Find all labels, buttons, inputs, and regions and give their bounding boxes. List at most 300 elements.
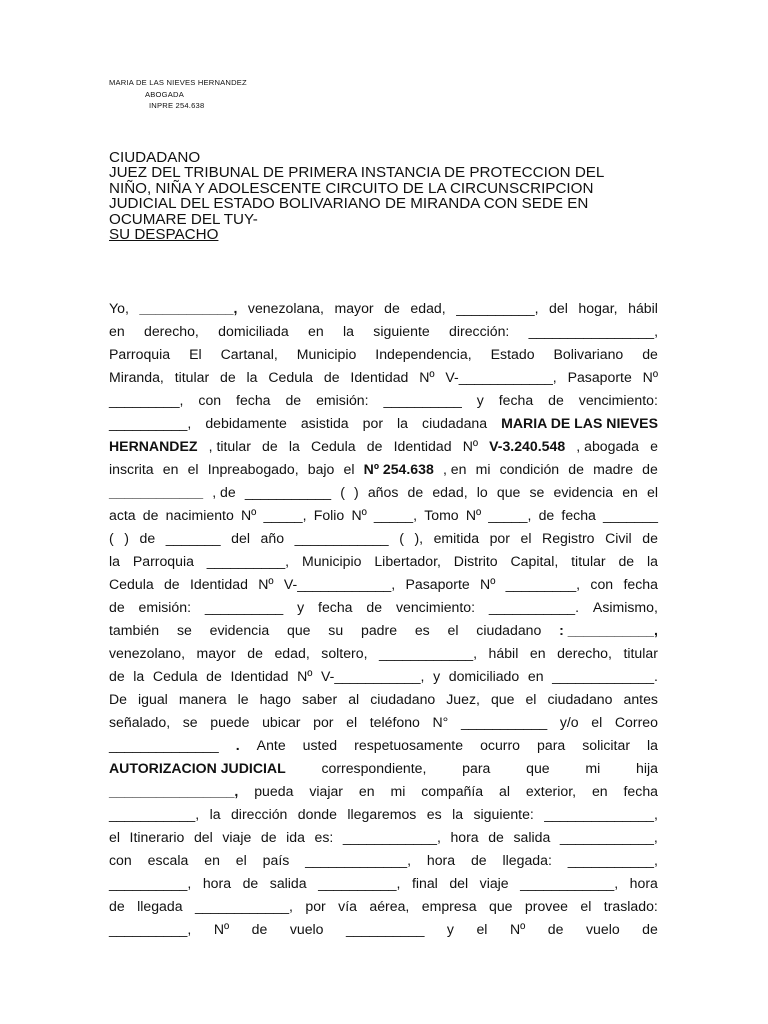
body-word: Itinerario xyxy=(129,829,185,845)
body-word: __________, xyxy=(109,921,192,937)
body-word: llegaremos xyxy=(347,806,417,822)
body-line xyxy=(109,343,658,366)
body-word: asistida xyxy=(300,415,349,431)
body-word: que xyxy=(286,622,311,638)
body-line xyxy=(109,688,658,711)
body-word: para xyxy=(462,760,491,776)
body-line xyxy=(109,895,658,918)
body-word: ____________, xyxy=(520,875,619,891)
body-word: Identidad xyxy=(393,438,452,454)
body-word: Estado xyxy=(490,346,535,362)
letterhead xyxy=(109,77,247,112)
body-word: edad, xyxy=(410,300,446,316)
body-word: __________, xyxy=(109,875,192,891)
body-word: del xyxy=(449,875,469,891)
body-word: de xyxy=(642,530,658,546)
body-word: venezolana, xyxy=(247,300,324,316)
body-word: la xyxy=(109,553,120,569)
body-word: domiciliada xyxy=(218,323,289,339)
body-word: la xyxy=(397,415,409,431)
addressee-line: OCUMARE DEL TUY- xyxy=(109,210,258,228)
body-word: Ante xyxy=(256,737,286,753)
body-line xyxy=(109,389,658,412)
body-word: , abogada xyxy=(576,438,639,454)
body-line xyxy=(109,642,658,665)
body-word: hábil xyxy=(628,300,658,316)
body-word: madre xyxy=(593,461,634,477)
body-word: hogar, xyxy=(578,300,618,316)
body-line xyxy=(109,849,658,872)
body-word: la xyxy=(288,438,300,454)
body-word: Bolivariano xyxy=(553,346,624,362)
body-word: V-3.240.548 xyxy=(489,438,566,454)
body-word: ______________, xyxy=(544,806,658,822)
body-word: de xyxy=(547,921,564,937)
body-word: __________, xyxy=(206,553,290,569)
body-word: la xyxy=(647,737,658,753)
body-word: bajo xyxy=(307,461,335,477)
body-word: Municipio xyxy=(296,346,357,362)
body-word: Nº xyxy=(462,438,479,454)
body-word: Nº xyxy=(419,369,435,385)
body-word: Miranda, xyxy=(109,369,164,385)
body-word: vencimiento: xyxy=(578,392,658,408)
body-word: ) xyxy=(354,484,359,500)
body-word: del xyxy=(193,829,213,845)
body-word: ____________, xyxy=(139,300,238,316)
body-word: por xyxy=(305,898,326,914)
body-word: el xyxy=(525,691,537,707)
body-word: teléfono xyxy=(369,714,420,730)
body-word: la xyxy=(343,323,354,339)
body-word: Independencia, xyxy=(375,346,472,362)
body-word: venezolano, xyxy=(109,645,186,661)
body-line xyxy=(109,412,658,435)
body-word: e xyxy=(650,438,658,454)
body-word: Nº xyxy=(297,668,313,684)
body-line xyxy=(109,481,658,504)
body-word: Parroquia xyxy=(132,553,194,569)
body-word: su xyxy=(328,622,344,638)
body-word: __________, xyxy=(456,300,539,316)
body-word: nacimiento xyxy=(165,507,234,523)
body-word: de xyxy=(139,530,156,546)
body-word: MARIA DE LAS NIEVES xyxy=(501,415,658,431)
body-word: ____________ xyxy=(294,530,389,546)
body-line xyxy=(109,826,658,849)
body-line xyxy=(109,458,658,481)
body-word: el xyxy=(447,622,459,638)
body-word: antes xyxy=(623,691,658,707)
body-word: de xyxy=(247,645,263,661)
body-word: ( xyxy=(399,530,404,546)
body-word: en xyxy=(358,783,375,799)
body-word: Yo, xyxy=(109,300,129,316)
body-line xyxy=(109,780,658,803)
body-word: y xyxy=(297,599,305,615)
body-word: ________________, xyxy=(109,783,239,799)
body-word: aérea, xyxy=(369,898,410,914)
body-word: V-____________, xyxy=(283,576,396,592)
body-word: Tomo xyxy=(424,507,459,523)
body-word: Folio xyxy=(313,507,345,523)
body-word: del xyxy=(549,300,568,316)
body-word: fecha xyxy=(623,783,658,799)
body-word: siguiente xyxy=(373,323,430,339)
body-word: ubicar xyxy=(262,714,301,730)
body-word: Identidad xyxy=(350,369,409,385)
body-word: traslado: xyxy=(603,898,658,914)
body-word: del xyxy=(231,530,250,546)
body-word: viaje xyxy=(222,829,252,845)
body-word: de xyxy=(109,668,125,684)
body-word: de xyxy=(260,829,277,845)
body-word: ciudadano xyxy=(370,691,436,707)
body-word: final xyxy=(411,875,438,891)
body-word: llegada xyxy=(137,898,183,914)
body-word: usted xyxy=(302,737,338,753)
body-word: HERNANDEZ xyxy=(109,438,198,454)
body-line xyxy=(109,665,658,688)
body-word: siguiente: xyxy=(473,806,534,822)
body-word: la xyxy=(646,553,658,569)
body-line xyxy=(109,918,658,941)
body-word: que xyxy=(526,760,550,776)
body-line xyxy=(109,550,658,573)
body-word: ____________, xyxy=(559,829,658,845)
body-word: derecho, xyxy=(557,645,612,661)
body-word: emisión: xyxy=(316,392,369,408)
body-word: y xyxy=(433,668,441,684)
body-word: de xyxy=(642,921,658,937)
body-word: AUTORIZACION JUDICIAL xyxy=(109,760,286,776)
body-word: fecha xyxy=(498,392,534,408)
body-word: titular xyxy=(174,369,210,385)
body-word: es xyxy=(426,806,442,822)
body-line xyxy=(109,527,658,550)
body-word: se xyxy=(176,622,192,638)
body-word: Nº xyxy=(480,576,496,592)
body-word: _________, xyxy=(109,392,184,408)
body-word: Juez, xyxy=(446,691,480,707)
body-word: Registro xyxy=(542,530,595,546)
body-word: saber xyxy=(301,691,338,707)
body-word: mi xyxy=(585,760,601,776)
body-word: de xyxy=(642,461,658,477)
body-word: emitida xyxy=(433,530,480,546)
body-word: fecha xyxy=(623,576,658,592)
body-word: se xyxy=(529,484,545,500)
body-word: solicitar xyxy=(582,737,631,753)
body-word: país xyxy=(262,852,290,868)
body-word: vuelo xyxy=(289,921,324,937)
body-word: Civil xyxy=(605,530,632,546)
body-word: de xyxy=(323,369,340,385)
body-word: hora xyxy=(426,852,456,868)
body-word: viajar xyxy=(309,783,343,799)
lawyer-name: MARIA DE LAS NIEVES HERNANDEZ xyxy=(109,78,247,87)
body-word: de xyxy=(163,576,180,592)
body-word: _____________, xyxy=(305,852,411,868)
body-word: inscrita xyxy=(109,461,154,477)
body-word: año xyxy=(260,530,285,546)
body-word: , de xyxy=(212,484,236,500)
body-word: donde xyxy=(297,806,337,822)
body-word: mi xyxy=(390,783,406,799)
body-line xyxy=(109,803,658,826)
body-word: el xyxy=(346,714,358,730)
body-word: lo xyxy=(476,484,488,500)
body-word: Cedula xyxy=(152,668,198,684)
body-word: de xyxy=(384,300,400,316)
body-word: salida xyxy=(513,829,551,845)
body-word: hora xyxy=(450,829,479,845)
body-word: ___________, xyxy=(109,806,200,822)
body-word: la xyxy=(452,806,464,822)
body-word: es xyxy=(414,622,430,638)
body-word: la xyxy=(246,369,258,385)
body-word: . xyxy=(235,737,240,753)
body-word: fecha xyxy=(561,507,596,523)
body-word: condición xyxy=(499,461,560,477)
body-word: de xyxy=(242,875,259,891)
body-word: acta xyxy=(109,507,136,523)
lawyer-title: ABOGADA xyxy=(145,89,184,99)
body-word: fecha xyxy=(236,392,271,408)
body-word: ( xyxy=(109,530,114,546)
body-word: edad, xyxy=(432,484,468,500)
body-word: _________, xyxy=(505,576,581,592)
addressee-closing: SU DESPACHO xyxy=(109,226,219,244)
body-word: domiciliado xyxy=(448,668,520,684)
body-word: el xyxy=(591,714,603,730)
body-word: V-____________, xyxy=(445,369,557,385)
body-word: De xyxy=(109,691,128,707)
body-word: al xyxy=(499,783,511,799)
body-word: provee xyxy=(524,898,568,914)
body-word: en xyxy=(591,783,608,799)
body-word: fecha xyxy=(318,599,353,615)
body-word: Nº xyxy=(642,369,658,385)
body-word: el xyxy=(109,829,120,845)
body-word: por xyxy=(489,530,510,546)
body-word: derecho, xyxy=(144,323,199,339)
body-word: _____, xyxy=(263,507,307,523)
body-word: vuelo xyxy=(585,921,620,937)
body-word: el xyxy=(647,484,658,500)
body-word: Nº xyxy=(258,576,274,592)
body-word: compañía xyxy=(421,783,484,799)
lawyer-license: INPRE 254.638 xyxy=(149,101,205,110)
body-word: Nº xyxy=(240,507,257,523)
body-word: en xyxy=(622,484,638,500)
body-word: emisión: xyxy=(138,599,192,615)
body-word: ______________ xyxy=(109,737,219,753)
body-line xyxy=(109,596,658,619)
body-word: de xyxy=(407,484,424,500)
petition-body xyxy=(109,297,658,941)
body-word: debidamente xyxy=(205,415,287,431)
body-word: ciudadana xyxy=(422,415,488,431)
body-word: en xyxy=(204,852,220,868)
body-word: de xyxy=(109,599,125,615)
body-word: ____________, xyxy=(342,829,441,845)
body-word: ) xyxy=(124,530,129,546)
body-word: la xyxy=(133,668,145,684)
body-word: pueda xyxy=(254,783,294,799)
body-word: _____, xyxy=(373,507,418,523)
body-line xyxy=(109,711,658,734)
body-word: que xyxy=(490,691,515,707)
body-word: de xyxy=(642,346,658,362)
body-word: , en xyxy=(442,461,467,477)
body-line xyxy=(109,872,658,895)
body-word: en xyxy=(527,668,544,684)
body-word: de xyxy=(470,852,487,868)
body-word: en xyxy=(529,645,546,661)
body-word: Pasaporte xyxy=(405,576,470,592)
body-word: ____________, xyxy=(379,645,478,661)
body-word: _______ xyxy=(603,507,658,523)
body-word: __________ xyxy=(383,392,462,408)
body-word: con xyxy=(198,392,222,408)
body-word: Parroquia xyxy=(109,346,171,362)
body-word: de xyxy=(262,438,278,454)
body-word: ___________ xyxy=(460,714,548,730)
body-word: Nº xyxy=(213,921,230,937)
body-word: Cartanal, xyxy=(220,346,278,362)
body-word: en xyxy=(109,323,125,339)
body-word: Municipio xyxy=(301,553,362,569)
body-word: Asimismo, xyxy=(592,599,658,615)
body-word: __________ xyxy=(204,599,284,615)
body-word: padre xyxy=(360,622,398,638)
body-word: puede xyxy=(210,714,250,730)
body-line xyxy=(109,435,658,458)
body-line xyxy=(109,366,658,389)
body-word: de xyxy=(109,898,125,914)
body-word: _____, xyxy=(488,507,532,523)
body-word: Cedula xyxy=(268,369,314,385)
addressee-line: NIÑO, NIÑA Y ADOLESCENTE CIRCUITO DE LA CIRCUNSCRIPCION xyxy=(109,179,594,197)
body-line xyxy=(109,504,658,527)
body-word: soltero, xyxy=(321,645,368,661)
body-word: hija xyxy=(635,760,658,776)
body-word: hora xyxy=(202,875,232,891)
body-line xyxy=(109,757,658,780)
body-word: ciudadano xyxy=(547,691,613,707)
body-word: exterior, xyxy=(525,783,577,799)
body-word: le xyxy=(237,691,249,707)
body-word: ida xyxy=(286,829,305,845)
body-word: Cedula xyxy=(109,576,154,592)
body-word: de xyxy=(206,668,222,684)
body-word: dirección: xyxy=(449,323,510,339)
body-word: también xyxy=(109,622,160,638)
body-word: _____________. xyxy=(552,668,658,684)
body-word: , titular xyxy=(208,438,251,454)
body-word: dirección xyxy=(230,806,288,822)
body-word: de xyxy=(220,369,236,385)
body-word: por xyxy=(362,415,384,431)
body-word: ciudadano xyxy=(476,622,542,638)
addressee-block xyxy=(109,150,669,242)
body-word: el xyxy=(476,921,488,937)
body-word: es: xyxy=(314,829,334,845)
body-word: y/o xyxy=(559,714,579,730)
body-word: el xyxy=(580,898,592,914)
body-word: __________, xyxy=(109,415,192,431)
body-word: Cedula xyxy=(310,438,356,454)
body-word: se xyxy=(182,714,198,730)
body-word: de xyxy=(568,461,584,477)
body-word: con xyxy=(109,852,132,868)
body-word: Distrito xyxy=(453,553,498,569)
body-word: años xyxy=(367,484,399,500)
body-word: de xyxy=(366,438,383,454)
body-word: vencimiento: xyxy=(395,599,476,615)
body-word: respetuosamente xyxy=(354,737,464,753)
body-word: Identidad xyxy=(189,576,248,592)
body-word: por xyxy=(313,714,334,730)
body-word: __________, xyxy=(318,875,401,891)
body-word: _______ xyxy=(165,530,221,546)
body-word: Inpreabogado, xyxy=(207,461,299,477)
body-word: de xyxy=(548,392,564,408)
body-word: manera xyxy=(178,691,227,707)
body-word: hora xyxy=(629,875,658,891)
body-word: ________________, xyxy=(528,323,658,339)
body-word: ____________ xyxy=(109,484,204,500)
body-word: V-___________, xyxy=(321,668,425,684)
body-word: Correo xyxy=(614,714,658,730)
body-word: titular xyxy=(623,645,658,661)
body-word: con xyxy=(590,576,614,592)
body-word: ocurro xyxy=(480,737,521,753)
body-word: hábil xyxy=(488,645,519,661)
body-word: que xyxy=(488,898,513,914)
body-word: y xyxy=(446,921,454,937)
body-word: de xyxy=(285,392,302,408)
body-word: llegada: xyxy=(502,852,552,868)
body-word: Nº xyxy=(509,921,526,937)
body-word: al xyxy=(348,691,360,707)
body-word: de xyxy=(618,553,635,569)
body-word: : ___________, xyxy=(559,622,658,638)
body-line xyxy=(109,734,658,757)
body-word: empresa xyxy=(421,898,477,914)
body-word: señalado, xyxy=(109,714,171,730)
body-word: Libertador, xyxy=(374,553,441,569)
body-word: de xyxy=(488,829,504,845)
body-line xyxy=(109,320,658,343)
body-word: el xyxy=(520,530,532,546)
body-word: que xyxy=(496,484,521,500)
body-line xyxy=(109,297,658,320)
body-word: Pasaporte xyxy=(567,369,632,385)
body-line xyxy=(109,573,658,596)
body-word: ), xyxy=(414,530,424,546)
body-word: evidencia xyxy=(553,484,614,500)
body-word: mi xyxy=(475,461,491,477)
body-line xyxy=(109,619,658,642)
body-word: titular xyxy=(571,553,606,569)
body-word: correspondiente, xyxy=(321,760,427,776)
body-word: escala xyxy=(147,852,189,868)
body-word: viaje xyxy=(479,875,509,891)
body-word: ___________ xyxy=(244,484,332,500)
body-word: para xyxy=(537,737,566,753)
